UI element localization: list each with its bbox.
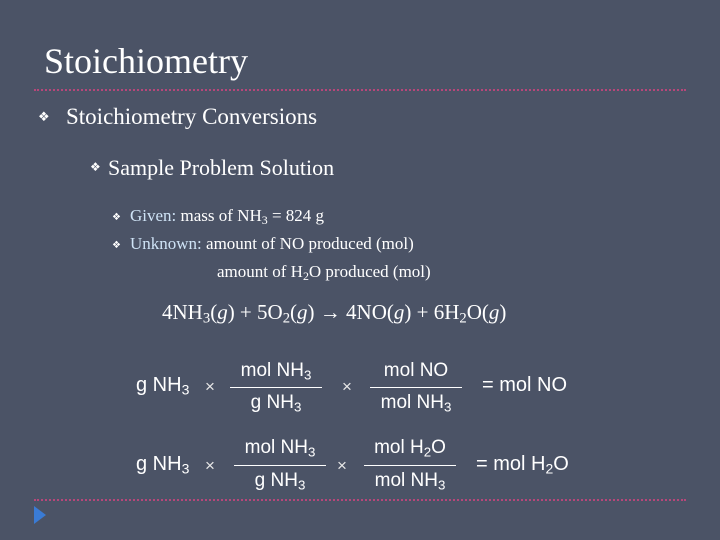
row1-factor1-numerator: mol $NH_3$ <box>240 360 312 383</box>
title-divider <box>34 89 686 91</box>
unknown-label: Unknown: <box>130 234 202 253</box>
row2-factor2-denominator: mol $NH_3$ <box>374 470 446 493</box>
fraction-bar <box>370 387 462 388</box>
bullet-level2: Sample Problem Solution <box>108 155 335 180</box>
times-icon: × <box>342 377 352 396</box>
fraction-bar <box>230 387 322 388</box>
bullet-icon: ❖ <box>112 240 121 251</box>
times-icon: × <box>205 377 215 396</box>
fraction-bar <box>364 465 456 466</box>
bullet-icon: ❖ <box>90 160 101 174</box>
times-icon: × <box>337 456 347 475</box>
row1-factor2-numerator: mol NO <box>383 360 449 381</box>
balanced-equation: $4NH_3(g) + 5O_2(g) \to 4NO(g) + 6H_2O(g)$ <box>162 300 507 327</box>
row2-factor2-numerator: mol $H_2O$ <box>374 437 446 460</box>
row2-result: = mol $H_2O$ <box>476 453 569 477</box>
bullet-icon: ❖ <box>112 212 121 223</box>
unknown-line: Unknown: amount of NO produced (mol) <box>130 234 414 253</box>
given-label: Given: <box>130 206 177 225</box>
bullet-level1: Stoichiometry Conversions <box>66 104 318 129</box>
row1-result: = mol NO <box>482 374 568 396</box>
slide-title: Stoichiometry <box>44 41 248 81</box>
row1-factor2-denominator: mol $NH_3$ <box>380 392 452 415</box>
row2-factor1-numerator: mol $NH_3$ <box>244 437 316 460</box>
times-icon: × <box>205 456 215 475</box>
given-line: Given: mass of $NH_3 = 824$ g <box>130 206 325 227</box>
bullet-icon: ❖ <box>38 110 50 125</box>
row2-factor1-denominator: g $NH_3$ <box>254 470 306 493</box>
footer-divider <box>34 499 686 501</box>
unknown-line-2: amount of $H_2O$ produced (mol) <box>217 262 431 283</box>
play-icon[interactable] <box>34 506 46 524</box>
row2-start: g $NH_3$ <box>136 453 190 477</box>
row1-factor1-denominator: g $NH_3$ <box>250 392 302 415</box>
row1-start: g $NH_3$ <box>136 374 190 398</box>
fraction-bar <box>234 465 326 466</box>
